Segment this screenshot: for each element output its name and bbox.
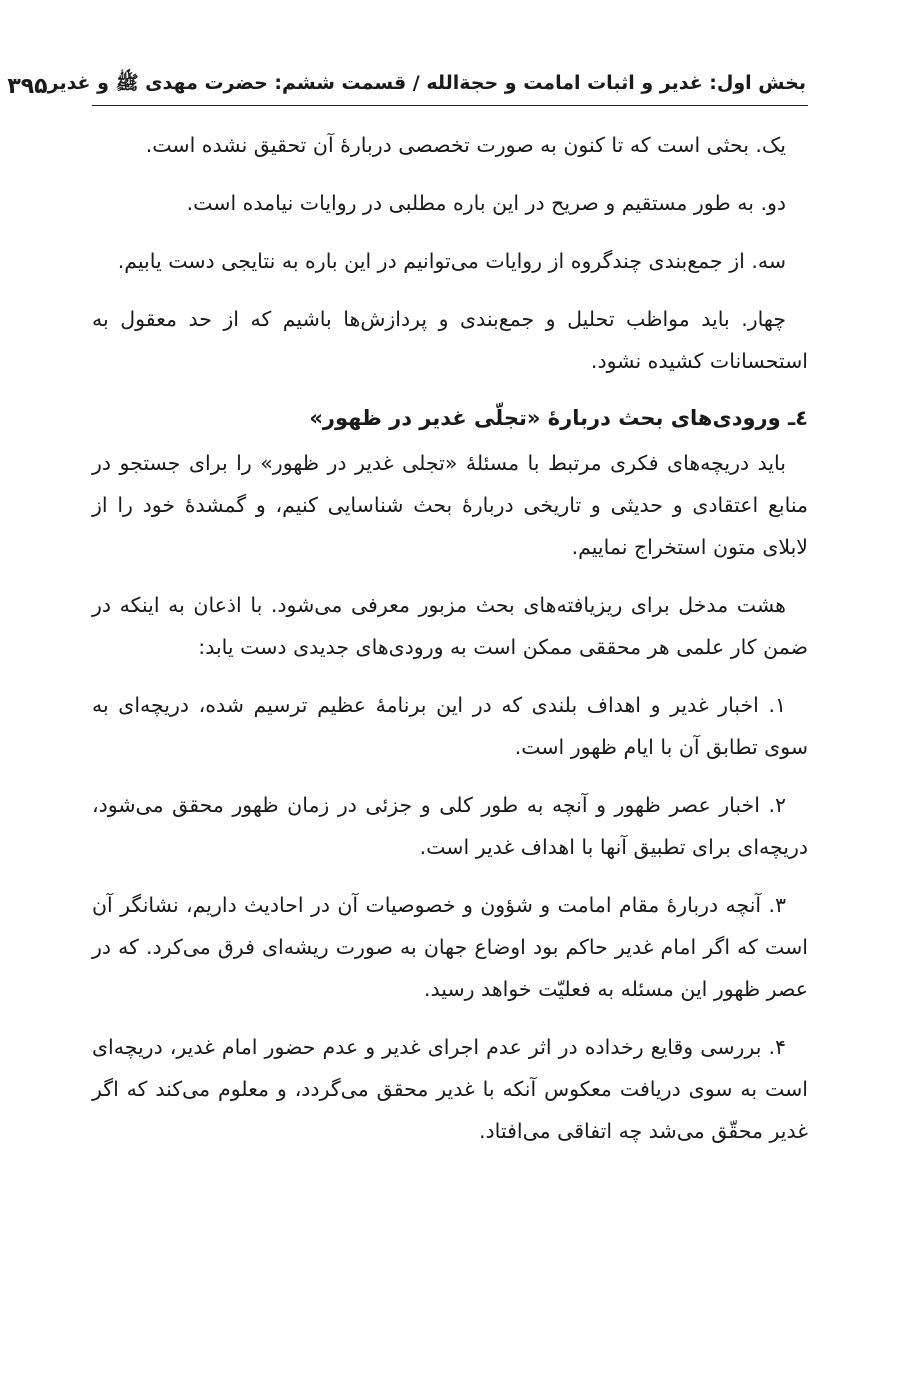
paragraph-entry-2: ۲. اخبار عصر ظهور و آنچه به طور کلی و جزئی در زمان ظهور محقق می‌شود، دریچه‌ای برای تطبیق آنها با اهداف غدیر است. <box>92 793 808 859</box>
section-heading: ٤ـ ورودی‌های بحث دربارۀ «تجلّی غدیر در ظهور» <box>309 406 808 430</box>
paragraph-point-three: سه. از جمع‌بندی چندگروه از روایات می‌توانیم در این باره به نتایجی دست یابیم. <box>117 249 786 273</box>
running-title: بخش اول: غدیر و اثبات امامت و حجةالله / قسمت ششم: حضرت مهدی ﷺ و غدیر <box>47 72 806 94</box>
paragraph-eight-entries: هشت مدخل برای ریزیافته‌های بحث مزبور معرفی می‌شود. با اذعان به اینکه در ضمن کار علمی هر محققی ممکن است به ورودی‌های جدیدی دست یابد: <box>92 593 808 659</box>
paragraph-entry-1: ۱. اخبار غدیر و اهداف بلندی که در این برنامۀ عظیم ترسیم شده، دریچه‌ای به سوی تطابق آن با ایام ظهور است. <box>92 693 808 759</box>
page-number: ۳۹۵ <box>7 74 48 99</box>
paragraph-entry-3: ۳. آنچه دربارۀ مقام امامت و شؤون و خصوصیات آن در احادیث داریم، نشانگر آن است که اگر امام غدیر حاکم بود اوضاع جهان به صورت ریشه‌ای فرق می‌کرد. که در عصر ظهور این مسئله به فعلیّت خواهد رسید. <box>92 893 808 1001</box>
paragraph-point-four: چهار. باید مواظب تحلیل و جمع‌بندی و پردازش‌ها باشیم که از حد معقول به استحسانات کشیده نشود. <box>92 307 808 373</box>
paragraph-point-two: دو. به طور مستقیم و صریح در این باره مطلبی در روایات نیامده است. <box>186 191 786 215</box>
paragraph-entry-4: ۴. بررسی وقایع رخداده در اثر عدم اجرای غدیر و عدم حضور امام غدیر، دریچه‌ای است به سوی دریافت معکوس آنکه با غدیر محقق می‌گردد، و معلوم می‌کند که اگر غدیر محقّق می‌شد چه اتفاقی می‌افتاد. <box>92 1035 808 1143</box>
paragraph-intro: باید دریچه‌های فکری مرتبط با مسئلۀ «تجلی غدیر در ظهور» را برای جستجو در منابع اعتقادی و حدیثی و تاریخی دربارۀ بحث شناسایی کنیم، و گمشدۀ خود را از لابلای متون استخراج نماییم. <box>92 451 808 559</box>
paragraph-point-one: یک. بحثی است که تا کنون به صورت تخصصی دربارۀ آن تحقیق نشده است. <box>145 133 786 157</box>
book-page <box>7 62 808 1330</box>
running-header <box>7 62 808 106</box>
page-body <box>92 124 808 1152</box>
